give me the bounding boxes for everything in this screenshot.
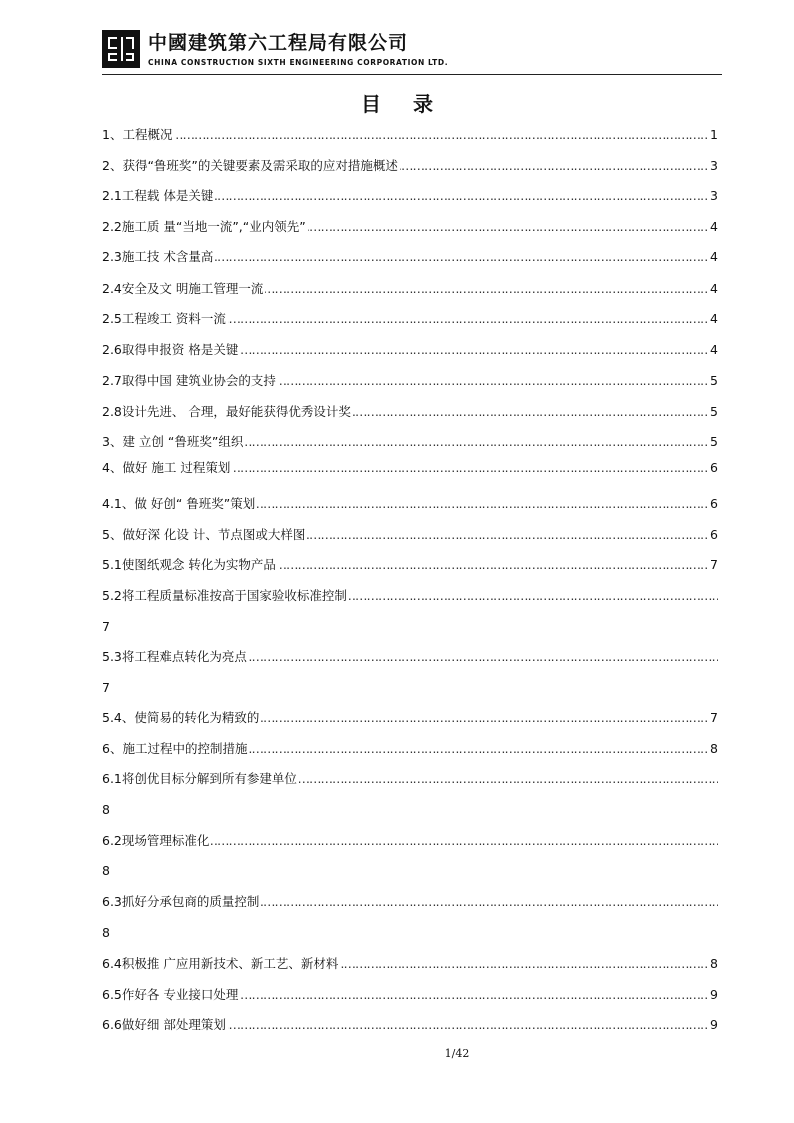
toc-entry-text: 2.7取得中国 建筑业协会的支持 [102, 373, 276, 388]
toc-entry-text: 2.3施工技 术含量高 [102, 249, 214, 264]
toc-leader-dots [102, 126, 718, 144]
toc-entry[interactable] [102, 372, 718, 390]
toc-entry[interactable] [102, 248, 718, 266]
toc-entry-text: 1、工程概况 [102, 127, 173, 142]
toc-entry-page: 6 [710, 496, 718, 511]
toc-entry-text: 5、做好深 化设 计、节点图或大样图 [102, 527, 306, 542]
toc-entry-text: 2.6取得申报资 格是关键 [102, 342, 239, 357]
toc-entry-page: 9 [710, 987, 718, 1002]
toc-entry[interactable] [102, 832, 718, 850]
toc-entry[interactable] [102, 157, 718, 175]
toc-entry-page: 8 [102, 802, 110, 817]
toc-entry-page: 4 [710, 219, 718, 234]
toc-entry[interactable] [102, 955, 718, 973]
toc-entry[interactable] [102, 218, 718, 236]
toc-entry[interactable] [102, 403, 718, 421]
toc-entry-page: 7 [102, 619, 110, 634]
header-divider [102, 74, 722, 75]
toc-entry-text: 5.2将工程质量标准按高于国家验收标准控制 [102, 588, 347, 603]
page-number: 1/42 [444, 1047, 470, 1060]
toc-entry-page: 3 [710, 188, 718, 203]
toc-entry-text: 2.4安全及文 明施工管理一流 [102, 281, 264, 296]
toc-entry-page: 6 [710, 460, 718, 475]
toc-entry-text: 2.2施工质 量“当地一流”,“业内领先” [102, 219, 306, 234]
toc-entry-text: 6.6做好细 部处理策划 [102, 1017, 226, 1032]
page-title: 目录 [361, 92, 465, 116]
toc-entry-text: 6.4积极推 广应用新技术、新工艺、新材料 [102, 956, 339, 971]
company-logo-icon [102, 30, 140, 68]
toc-entry-page: 4 [710, 249, 718, 264]
toc-entry[interactable] [102, 709, 718, 727]
toc-entry[interactable] [102, 556, 718, 574]
toc-entry-text: 3、建 立创 “鲁班奖”组织 [102, 434, 244, 449]
toc-entry-page: 8 [102, 863, 110, 878]
toc-entry[interactable] [102, 126, 718, 144]
toc-entry[interactable] [102, 770, 718, 788]
toc-entry-page: 6 [710, 527, 718, 542]
toc-entry[interactable] [102, 433, 718, 451]
toc-entry-text: 4、做好 施工 过程策划 [102, 460, 231, 475]
toc-entry[interactable] [102, 459, 718, 477]
toc-entry[interactable] [102, 341, 718, 359]
toc-entry[interactable] [102, 587, 718, 605]
toc-entry[interactable] [102, 495, 718, 513]
toc-entry-page: 4 [710, 311, 718, 326]
toc-entry[interactable] [102, 310, 718, 328]
toc-entry-page: 7 [710, 557, 718, 572]
toc-entry-text: 6、施工过程中的控制措施 [102, 741, 248, 756]
toc-entry-page: 4 [710, 281, 718, 296]
toc-entry-page: 5 [710, 434, 718, 449]
toc-entry-page: 8 [710, 956, 718, 971]
toc-entry[interactable] [102, 648, 718, 666]
toc-entry-text: 2.5工程竣工 资料一流 [102, 311, 226, 326]
toc-entry-page: 5 [710, 404, 718, 419]
toc-entry-text: 5.4、使简易的转化为精致的 [102, 710, 260, 725]
toc-entry[interactable] [102, 187, 718, 205]
toc-entry-page: 7 [102, 680, 110, 695]
company-name-en: CHINA CONSTRUCTION SIXTH ENGINEERING CORPORATION LTD. [148, 58, 449, 67]
toc-entry[interactable] [102, 893, 718, 911]
toc-entry-page: 7 [710, 710, 718, 725]
toc-entry[interactable] [102, 280, 718, 298]
company-name-cn: 中國建筑第六工程局有限公司 [148, 32, 409, 54]
toc-entry[interactable] [102, 1016, 718, 1034]
toc-entry-text: 6.2现场管理标准化 [102, 833, 210, 848]
toc-entry-page: 5 [710, 373, 718, 388]
toc-entry-page: 1 [710, 127, 718, 142]
toc-entry-text: 2.1工程载 体是关键 [102, 188, 214, 203]
toc-entry-text: 6.3抓好分承包商的质量控制 [102, 894, 260, 909]
toc-entry-page: 8 [102, 925, 110, 940]
toc-entry-text: 6.5作好各 专业接口处理 [102, 987, 239, 1002]
toc-entry-text: 6.1将创优目标分解到所有参建单位 [102, 771, 297, 786]
toc-entry-page: 9 [710, 1017, 718, 1032]
toc-entry-text: 2.8设计先进、 合理，最好能获得优秀设计奖 [102, 404, 351, 419]
toc-entry-page: 4 [710, 342, 718, 357]
toc-entry-text: 5.3将工程难点转化为亮点 [102, 649, 247, 664]
toc-entry-page: 8 [710, 741, 718, 756]
toc-entry[interactable] [102, 986, 718, 1004]
toc-entry-text: 4.1、做 好创“ 鲁班奖”策划 [102, 496, 256, 511]
toc-entry[interactable] [102, 526, 718, 544]
toc-entry-text: 5.1使图纸观念 转化为实物产品 [102, 557, 276, 572]
toc-entry-page: 3 [710, 158, 718, 173]
toc-entry-text: 2、获得“鲁班奖”的关键要素及需采取的应对措施概述 [102, 158, 398, 173]
toc-entry[interactable] [102, 740, 718, 758]
letterhead [102, 28, 722, 72]
